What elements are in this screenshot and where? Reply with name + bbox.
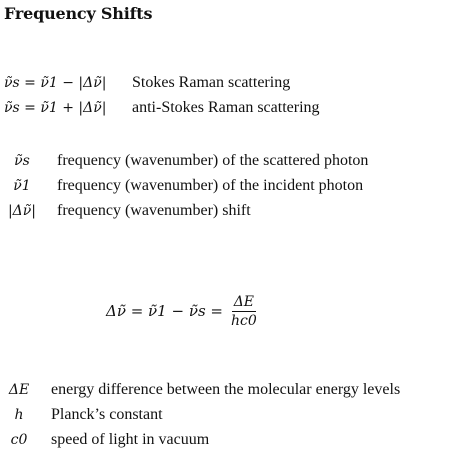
definition-text: energy difference between the molecular energy levels (51, 381, 401, 398)
definition-symbol: ΔE (8, 382, 30, 398)
equation-formula: ν̃s = ν̃1 − |Δν̃| (4, 75, 107, 91)
formula-fraction (229, 294, 259, 329)
fraction-denominator: hc0 (230, 312, 257, 329)
definition-text: speed of light in vacuum (51, 431, 210, 448)
formula-lhs: Δν̃ = ν̃1 − ν̃s = (106, 302, 223, 320)
definition-symbol: |Δν̃| (7, 203, 37, 219)
definition-symbol: h (14, 407, 24, 423)
fraction-numerator: ΔE (233, 293, 255, 310)
equation-label: Stokes Raman scattering (132, 74, 291, 91)
definition-text: frequency (wavenumber) of the incident photon (57, 177, 364, 194)
definition-text: Planck’s constant (51, 406, 163, 423)
main-formula (106, 288, 259, 334)
equation-formula: ν̃s = ν̃1 + |Δν̃| (4, 100, 107, 116)
definition-symbol: ν̃1 (13, 178, 31, 194)
definition-text: frequency (wavenumber) shift (57, 202, 251, 219)
definition-symbol: c0 (10, 432, 28, 448)
equation-label: anti-Stokes Raman scattering (132, 99, 320, 116)
definition-text: frequency (wavenumber) of the scattered photon (57, 152, 369, 169)
definition-symbol: ν̃s (14, 153, 30, 169)
page-title: Frequency Shifts (4, 4, 153, 23)
